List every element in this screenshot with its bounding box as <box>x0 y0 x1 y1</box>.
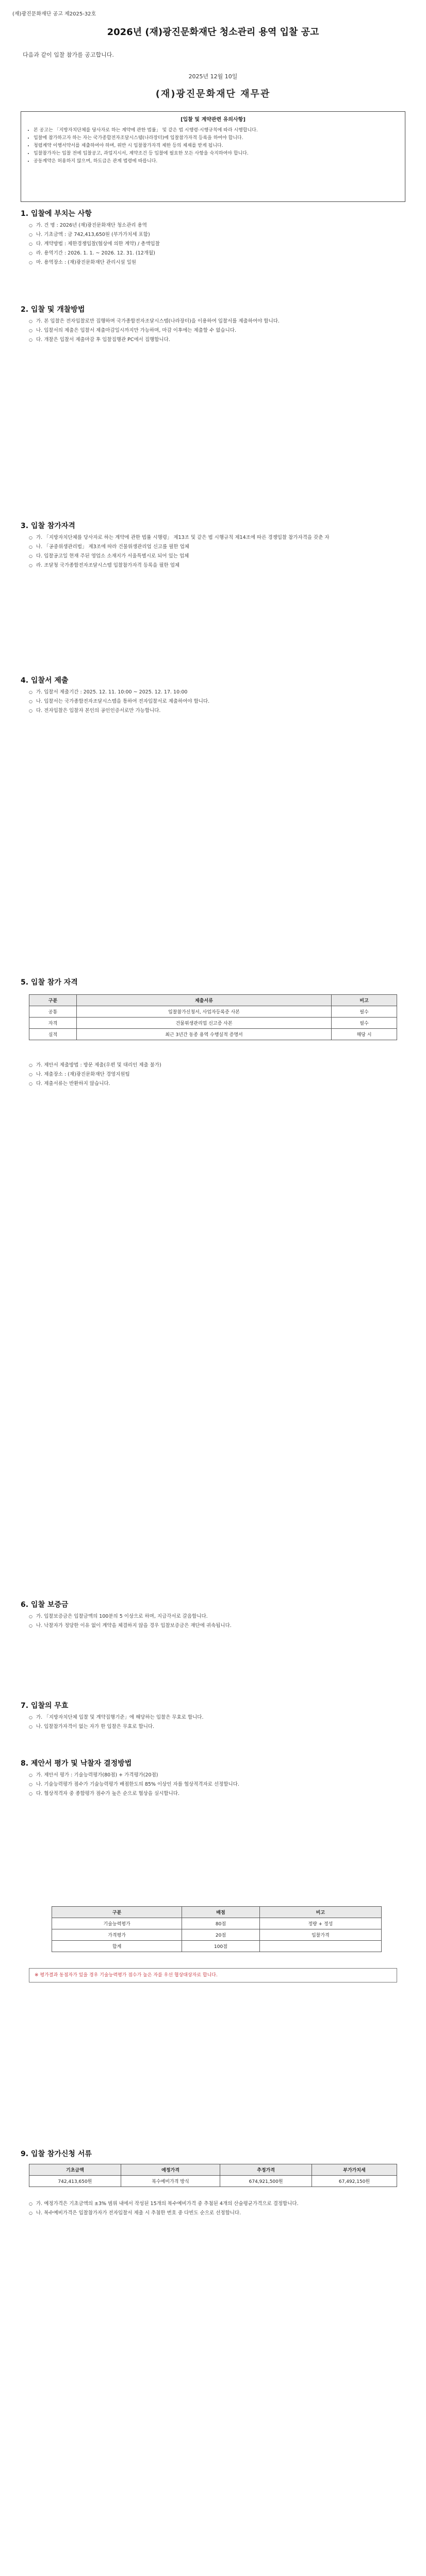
table-cell: 입찰참가신청서, 사업자등록증 사본 <box>76 1006 331 1018</box>
table-cell: 20점 <box>182 1929 259 1941</box>
table-cell: 자격 <box>29 1018 77 1029</box>
table-cell <box>259 1941 381 1952</box>
section-3-item: ○ 나. 「공중위생관리법」 제3조에 따라 건물위생관리업 신고를 필한 업체 <box>29 543 403 551</box>
intro-text: 다음과 같이 입찰 참가를 공고합니다. <box>23 52 114 58</box>
table-row <box>52 1918 382 1929</box>
table-cell: 실적 <box>29 1029 77 1040</box>
table-cell: 정량 + 정성 <box>259 1918 381 1929</box>
section-8-table <box>52 1906 382 1952</box>
section-2-list <box>29 317 403 345</box>
section-7-title: 7. 입찰의 무효 <box>21 1702 69 1710</box>
table-header: 기초금액 <box>29 2164 121 2176</box>
table-cell: 674,921,500원 <box>220 2176 312 2187</box>
section-2-title: 2. 입찰 및 개찰방법 <box>21 306 85 314</box>
section-8-item: ○ 가. 제안서 평가 : 기술능력평가(80점) + 가격평가(20점) <box>29 1771 403 1779</box>
table-cell: 합계 <box>52 1941 182 1952</box>
table-header: 예정가격 <box>121 2164 220 2176</box>
section-3-title: 3. 입찰 참가자격 <box>21 522 75 530</box>
table-cell: 67,492,150원 <box>312 2176 397 2187</box>
section-8-item: ○ 나. 기술능력평가 점수가 기술능력평가 배점한도의 85% 이상인 자를 협상적격자로 선정합니다. <box>29 1781 403 1788</box>
table-cell: 742,413,650원 <box>29 2176 121 2187</box>
table-row <box>29 1029 397 1040</box>
section-9-table <box>29 2164 397 2187</box>
table-row <box>52 1929 382 1941</box>
table-header: 구분 <box>52 1907 182 1918</box>
section-1-list <box>29 222 403 268</box>
section-6-item: ○ 나. 낙찰자가 정당한 이유 없이 계약을 체결하지 않을 경우 입찰보증금은 재단에 귀속됩니다. <box>29 1622 403 1630</box>
section-1-title: 1. 입찰에 부치는 사항 <box>21 210 92 218</box>
section-2-item: ○ 나. 입찰서의 제출은 입찰서 제출마감일시까지만 가능하며, 마감 이후에는 제출할 수 없습니다. <box>29 327 403 334</box>
section-8-title: 8. 제안서 평가 및 낙찰자 결정방법 <box>21 1759 132 1768</box>
section-4-item: ○ 가. 입찰서 제출기간 : 2025. 12. 11. 10:00 ~ 2025. 12. 17. 10:00 <box>29 688 403 696</box>
table-row <box>29 1006 397 1018</box>
section-1-item: ○ 나. 기초금액 : 금 742,413,650원 (부가가치세 포함) <box>29 231 403 239</box>
organization-name: (재)광진문화재단 재무관 <box>155 89 271 99</box>
section-3-list <box>29 534 403 571</box>
section-5-item: ○ 가. 제안서 제출방법 : 방문 제출(우편 및 대리인 제출 불가) <box>29 1061 403 1069</box>
section-3-item: ○ 가. 「지방자치단체를 당사자로 하는 계약에 관한 법률 시행령」 제13조 및 같은 법 시행규칙 제14조에 따른 경쟁입찰 참가자격을 갖춘 자 <box>29 534 403 541</box>
table-header: 비고 <box>332 995 397 1006</box>
section-8-list <box>29 1771 403 1799</box>
document-reference: (재)광진문화재단 공고 제2025-32호 <box>12 11 96 17</box>
section-9-list <box>29 2200 403 2218</box>
section-5-item: ○ 나. 제출장소 : (재)광진문화재단 경영지원팀 <box>29 1071 403 1078</box>
table-row <box>29 2176 397 2187</box>
notice-summary-line: • 입찰참가자는 입찰 전에 입찰공고, 과업지시서, 계약조건 등 입찰에 필요한 모든 사항을 숙지하여야 합니다. <box>34 150 400 158</box>
table-header: 비고 <box>259 1907 381 1918</box>
section-5-item: ○ 다. 제출서류는 반환하지 않습니다. <box>29 1080 403 1088</box>
table-cell: 건물위생관리업 신고증 사본 <box>76 1018 331 1029</box>
table-cell: 복수예비가격 방식 <box>121 2176 220 2187</box>
table-header: 제출서류 <box>76 995 331 1006</box>
section-2-item: ○ 가. 본 입찰은 전자입찰로만 집행하며 국가종합전자조달시스템(나라장터)을 이용하여 입찰서를 제출하여야 합니다. <box>29 317 403 325</box>
table-header: 구분 <box>29 995 77 1006</box>
table-header: 배점 <box>182 1907 259 1918</box>
table-cell: 필수 <box>332 1018 397 1029</box>
notice-summary-line: • 공동계약은 허용하지 않으며, 하도급은 관계 법령에 따릅니다. <box>34 158 400 165</box>
section-8-item: ○ 다. 협상적격자 중 종합평가 점수가 높은 순으로 협상을 실시합니다. <box>29 1790 403 1798</box>
section-4-item: ○ 나. 입찰서는 국가종합전자조달시스템을 통하여 전자입찰서로 제출하여야 합니다. <box>29 698 403 705</box>
table-cell: 공통 <box>29 1006 77 1018</box>
table-header: 부가가치세 <box>312 2164 397 2176</box>
notice-summary-line: • 청렴계약 이행서약서를 제출하여야 하며, 위반 시 입찰참가자격 제한 등의 제재를 받게 됩니다. <box>34 142 400 150</box>
section-7-list <box>29 1714 403 1732</box>
section-3-item: ○ 다. 입찰공고일 현재 주된 영업소 소재지가 서울특별시로 되어 있는 업체 <box>29 552 403 560</box>
table-cell: 최근 3년간 동종 용역 수행실적 증명서 <box>76 1029 331 1040</box>
section-9-title: 9. 입찰 참가신청 서류 <box>21 2150 92 2158</box>
section-5-title: 5. 입찰 참가 자격 <box>21 978 78 987</box>
section-2-item: ○ 다. 개찰은 입찰서 제출마감 후 입찰집행관 PC에서 집행합니다. <box>29 336 403 344</box>
section-1-item: ○ 라. 용역기간 : 2026. 1. 1. ~ 2026. 12. 31. (12개월) <box>29 249 403 257</box>
section-9-item: ○ 나. 복수예비가격은 입찰참가자가 전자입찰서 제출 시 추첨한 번호 중 다빈도 순으로 선정합니다. <box>29 2209 403 2217</box>
table-row <box>52 1941 382 1952</box>
section-1-item: ○ 마. 용역장소 : (재)광진문화재단 관리시설 일원 <box>29 259 403 266</box>
notice-summary-box <box>21 111 405 202</box>
section-3-item: ○ 라. 조달청 국가종합전자조달시스템 입찰참가자격 등록을 필한 업체 <box>29 562 403 569</box>
section-8-highlight-note: ※ 평가결과 동점자가 있을 경우 기술능력평가 점수가 높은 자를 우선 협상대상자로 합니다. <box>29 1968 397 1982</box>
section-4-list <box>29 688 403 716</box>
section-4-item: ○ 다. 전자입찰은 입찰자 본인의 공인인증서로만 가능합니다. <box>29 707 403 715</box>
table-cell: 가격평가 <box>52 1929 182 1941</box>
section-5-table <box>29 994 397 1040</box>
table-cell: 100점 <box>182 1941 259 1952</box>
table-cell: 해당 시 <box>332 1029 397 1040</box>
table-cell: 입찰가격 <box>259 1929 381 1941</box>
section-7-item: ○ 나. 입찰참가자격이 없는 자가 한 입찰은 무효로 합니다. <box>29 1723 403 1731</box>
section-1-item: ○ 가. 건 명 : 2026년 (재)광진문화재단 청소관리 용역 <box>29 222 403 229</box>
section-7-item: ○ 가. 「지방자치단체 입찰 및 계약집행기준」에 해당하는 입찰은 무효로 합니다. <box>29 1714 403 1721</box>
table-cell: 80점 <box>182 1918 259 1929</box>
section-9-item: ○ 가. 예정가격은 기초금액의 ±3% 범위 내에서 작성된 15개의 복수예비가격 중 추첨된 4개의 산술평균가격으로 결정합니다. <box>29 2200 403 2208</box>
section-6-title: 6. 입찰 보증금 <box>21 1601 69 1609</box>
table-cell: 기술능력평가 <box>52 1918 182 1929</box>
page-title: 2026년 (재)광진문화재단 청소관리 용역 입찰 공고 <box>107 27 319 38</box>
announcement-date: 2025년 12월 10일 <box>188 73 238 80</box>
section-6-list <box>29 1613 403 1631</box>
table-cell: 필수 <box>332 1006 397 1018</box>
table-row <box>29 1018 397 1029</box>
notice-summary-line: • 본 공고는 「지방자치단체를 당사자로 하는 계약에 관한 법률」 및 같은 법 시행령·시행규칙에 따라 시행합니다. <box>34 127 400 134</box>
table-header: 추정가격 <box>220 2164 312 2176</box>
section-5-list <box>29 1061 403 1089</box>
section-6-item: ○ 가. 입찰보증금은 입찰금액의 100분의 5 이상으로 하며, 지급각서로 갈음합니다. <box>29 1613 403 1620</box>
section-4-title: 4. 입찰서 제출 <box>21 676 69 685</box>
notice-summary-title: [입찰 및 계약관련 유의사항] <box>181 117 245 123</box>
notice-summary-line: • 입찰에 참가하고자 하는 자는 국가종합전자조달시스템(나라장터)에 입찰참가자격 등록을 하여야 합니다. <box>34 134 400 142</box>
section-1-item: ○ 다. 계약방법 : 제한경쟁입찰(협상에 의한 계약) / 총액입찰 <box>29 240 403 248</box>
